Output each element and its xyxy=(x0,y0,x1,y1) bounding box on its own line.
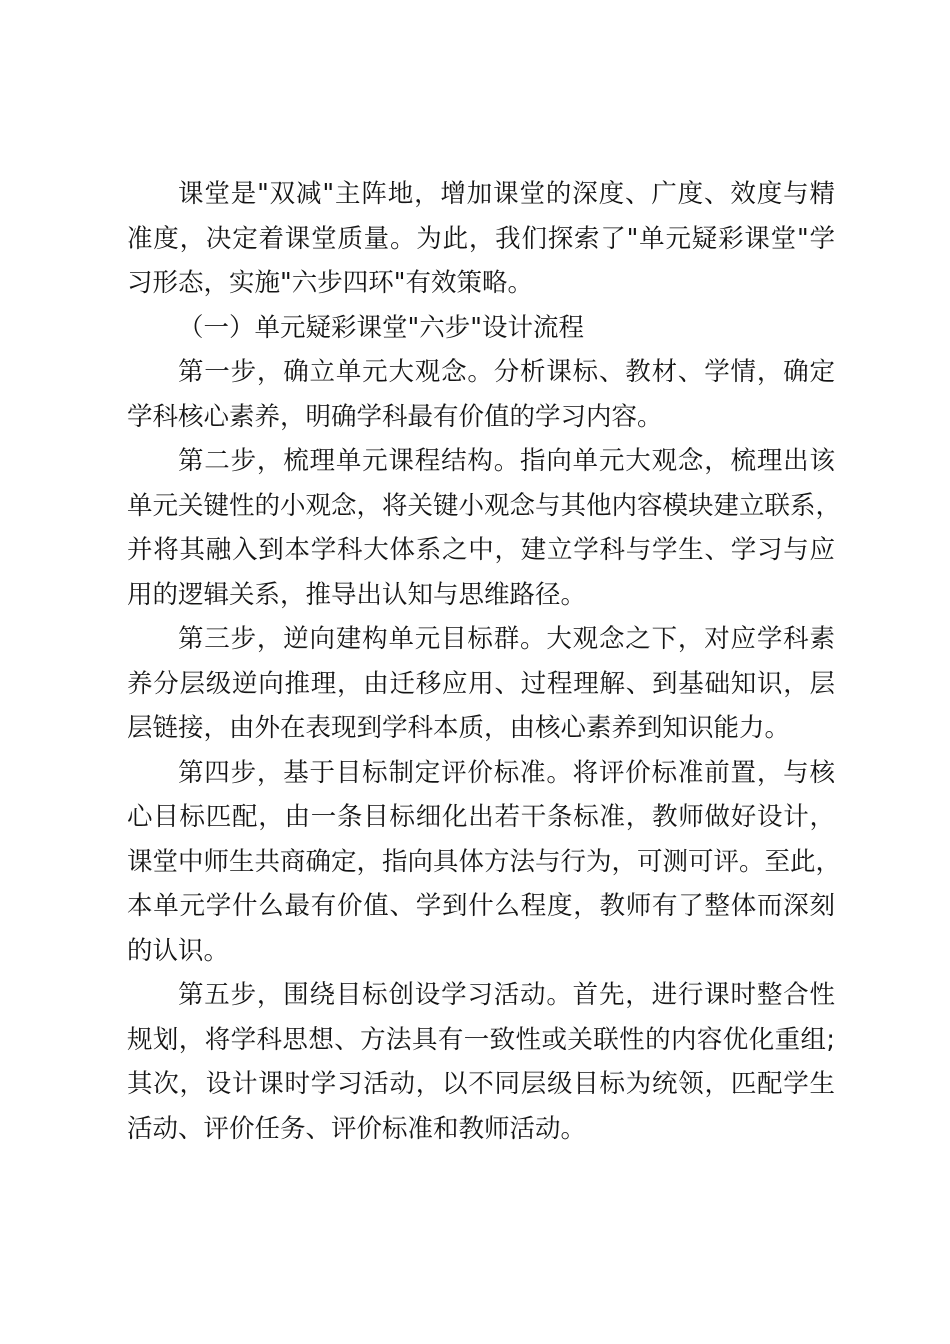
text-line: 规划，将学科思想、方法具有一致性或关联性的内容优化重组; xyxy=(127,1024,835,1055)
text-line: 习形态，实施"六步四环"有效策略。 xyxy=(127,268,533,298)
text-line: 第四步，基于目标制定评价标准。将评价标准前置，与核 xyxy=(178,757,835,788)
text-line: 单元关键性的小观念，将关键小观念与其他内容模块建立联系， xyxy=(127,490,842,521)
text-line: 层链接，由外在表现到学科本质，由核心素养到知识能力。 xyxy=(127,713,791,743)
text-line: 准度，决定着课堂质量。为此，我们探索了"单元疑彩课堂"学 xyxy=(127,223,835,254)
text-line: 第五步，围绕目标创设学习活动。首先，进行课时整合性 xyxy=(178,980,835,1010)
step-2-paragraph xyxy=(127,439,842,617)
text-line: 课堂是"双减"主阵地，增加课堂的深度、广度、效度与精 xyxy=(178,179,835,209)
text-line: 心目标匹配，由一条目标细化出若干条标准，教师做好设计， xyxy=(127,802,835,832)
text-line: 本单元学什么最有价值、学到什么程度，教师有了整体而深刻 xyxy=(127,891,835,921)
step-3-paragraph xyxy=(127,617,835,751)
text-line: 的认识。 xyxy=(127,935,230,966)
step-1-paragraph xyxy=(127,350,835,439)
text-line: 学科核心素养，明确学科最有价值的学习内容。 xyxy=(127,401,663,432)
text-line: 第二步，梳理单元课程结构。指向单元大观念，梳理出该 xyxy=(178,446,835,476)
intro-paragraph xyxy=(127,172,835,306)
step-5-paragraph xyxy=(127,973,835,1151)
text-line: 第三步，逆向建构单元目标群。大观念之下，对应学科素 xyxy=(178,624,835,654)
text-line: 并将其融入到本学科大体系之中，建立学科与学生、学习与应 xyxy=(127,535,835,565)
text-line: 课堂中师生共商确定，指向具体方法与行为，可测可评。至此， xyxy=(127,846,842,877)
text-line: 养分层级逆向推理，由迁移应用、过程理解、到基础知识，层 xyxy=(127,668,835,699)
text-line: 活动、评价任务、评价标准和教师活动。 xyxy=(127,1113,587,1144)
step-4-paragraph xyxy=(127,751,842,974)
document-body xyxy=(127,172,842,1151)
section-heading: （一）单元疑彩课堂"六步"设计流程 xyxy=(178,312,584,343)
text-line: 用的逻辑关系，推导出认知与思维路径。 xyxy=(127,579,587,610)
text-line: 其次，设计课时学习活动，以不同层级目标为统领，匹配学生 xyxy=(127,1069,835,1099)
text-line: 第一步，确立单元大观念。分析课标、教材、学情，确定 xyxy=(178,357,835,387)
